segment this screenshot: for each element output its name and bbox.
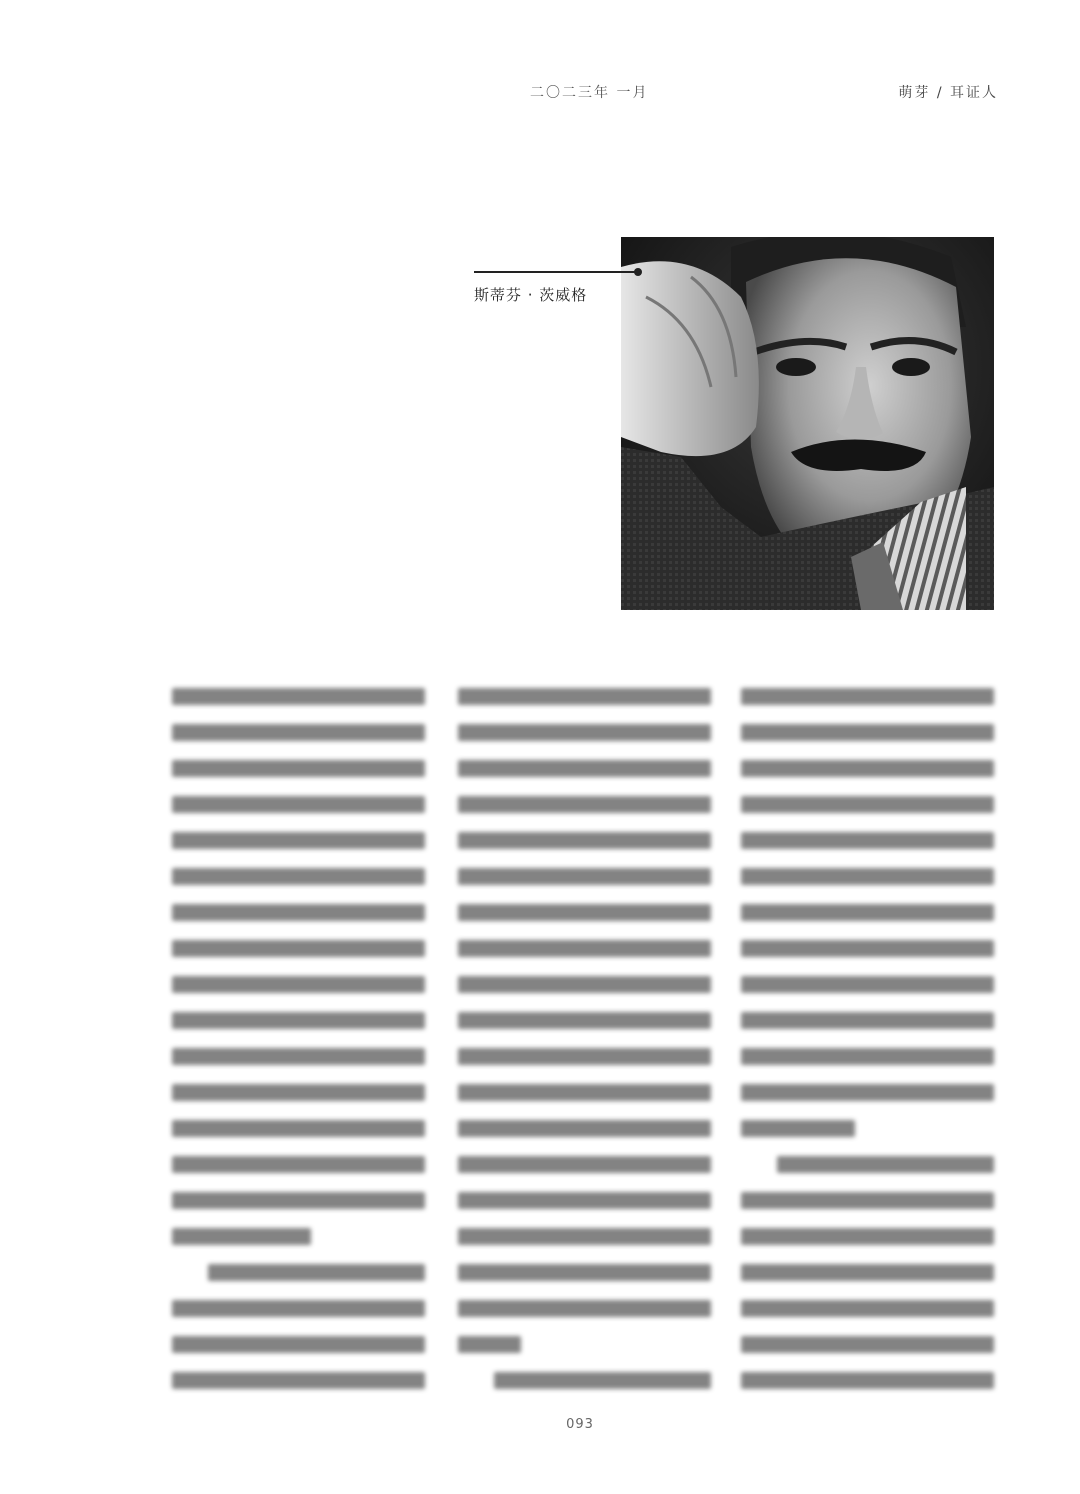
blurred-text-line bbox=[458, 796, 711, 813]
blurred-text-line bbox=[172, 760, 425, 777]
blurred-text-line bbox=[741, 1228, 994, 1245]
section-title: 萌芽 / 耳证人 bbox=[898, 85, 998, 101]
blurred-text-line bbox=[172, 1372, 425, 1389]
blurred-text-line bbox=[458, 832, 711, 849]
blurred-text-line bbox=[741, 1192, 994, 1209]
blurred-text-line bbox=[458, 688, 711, 705]
blurred-text-line bbox=[741, 724, 994, 741]
blurred-text-line bbox=[172, 1300, 425, 1317]
blurred-text-line bbox=[777, 1156, 994, 1173]
blurred-text-line bbox=[172, 1012, 425, 1029]
blurred-text-line bbox=[172, 940, 425, 957]
blurred-text-line bbox=[458, 868, 711, 885]
blurred-text-line bbox=[741, 1264, 994, 1281]
blurred-text-line bbox=[172, 724, 425, 741]
blurred-text-line bbox=[458, 1084, 711, 1101]
blurred-text-line bbox=[458, 1120, 711, 1137]
page-number: 093 bbox=[566, 1417, 594, 1432]
blurred-text-line bbox=[741, 832, 994, 849]
blurred-text-line bbox=[172, 868, 425, 885]
blurred-text-line bbox=[458, 976, 711, 993]
blurred-text-line bbox=[741, 1372, 994, 1389]
blurred-text-line bbox=[458, 1300, 711, 1317]
blurred-text-line bbox=[741, 1012, 994, 1029]
issue-date: 二〇二三年 一月 bbox=[530, 85, 649, 101]
blurred-text-line bbox=[741, 688, 994, 705]
blurred-text-line bbox=[741, 760, 994, 777]
blurred-text-line bbox=[172, 1120, 425, 1137]
article-column-1 bbox=[172, 688, 425, 1408]
blurred-text-line bbox=[458, 724, 711, 741]
blurred-text-line bbox=[172, 796, 425, 813]
portrait-caption: 斯蒂芬 · 茨威格 bbox=[474, 286, 588, 304]
blurred-text-line bbox=[741, 976, 994, 993]
blurred-text-line bbox=[172, 832, 425, 849]
blurred-text-line bbox=[458, 1012, 711, 1029]
caption-leader-line bbox=[474, 271, 638, 273]
blurred-text-line bbox=[458, 940, 711, 957]
blurred-text-line bbox=[208, 1264, 425, 1281]
blurred-text-line bbox=[172, 1156, 425, 1173]
blurred-text-line bbox=[172, 976, 425, 993]
blurred-text-line bbox=[741, 1048, 994, 1065]
blurred-text-line bbox=[172, 1192, 425, 1209]
blurred-text-line bbox=[458, 1228, 711, 1245]
blurred-text-line bbox=[458, 760, 711, 777]
blurred-text-line bbox=[494, 1372, 711, 1389]
blurred-text-line bbox=[172, 1336, 425, 1353]
blurred-text-line bbox=[741, 868, 994, 885]
blurred-text-line bbox=[172, 1228, 311, 1245]
article-column-3 bbox=[741, 688, 994, 1408]
blurred-text-line bbox=[458, 1264, 711, 1281]
blurred-text-line bbox=[741, 904, 994, 921]
caption-leader-dot bbox=[634, 268, 642, 276]
blurred-text-line bbox=[172, 1048, 425, 1065]
author-portrait bbox=[621, 237, 994, 610]
blurred-text-line bbox=[172, 904, 425, 921]
blurred-text-line bbox=[741, 1120, 855, 1137]
blurred-text-line bbox=[741, 1336, 994, 1353]
blurred-text-line bbox=[458, 1192, 711, 1209]
blurred-text-line bbox=[458, 1156, 711, 1173]
blurred-text-line bbox=[458, 1048, 711, 1065]
blurred-text-line bbox=[172, 688, 425, 705]
article-column-2 bbox=[458, 688, 711, 1408]
blurred-text-line bbox=[458, 904, 711, 921]
blurred-text-line bbox=[741, 796, 994, 813]
blurred-text-line bbox=[741, 940, 994, 957]
blurred-text-line bbox=[741, 1084, 994, 1101]
blurred-text-line bbox=[741, 1300, 994, 1317]
blurred-text-line bbox=[172, 1084, 425, 1101]
blurred-text-line bbox=[458, 1336, 521, 1353]
